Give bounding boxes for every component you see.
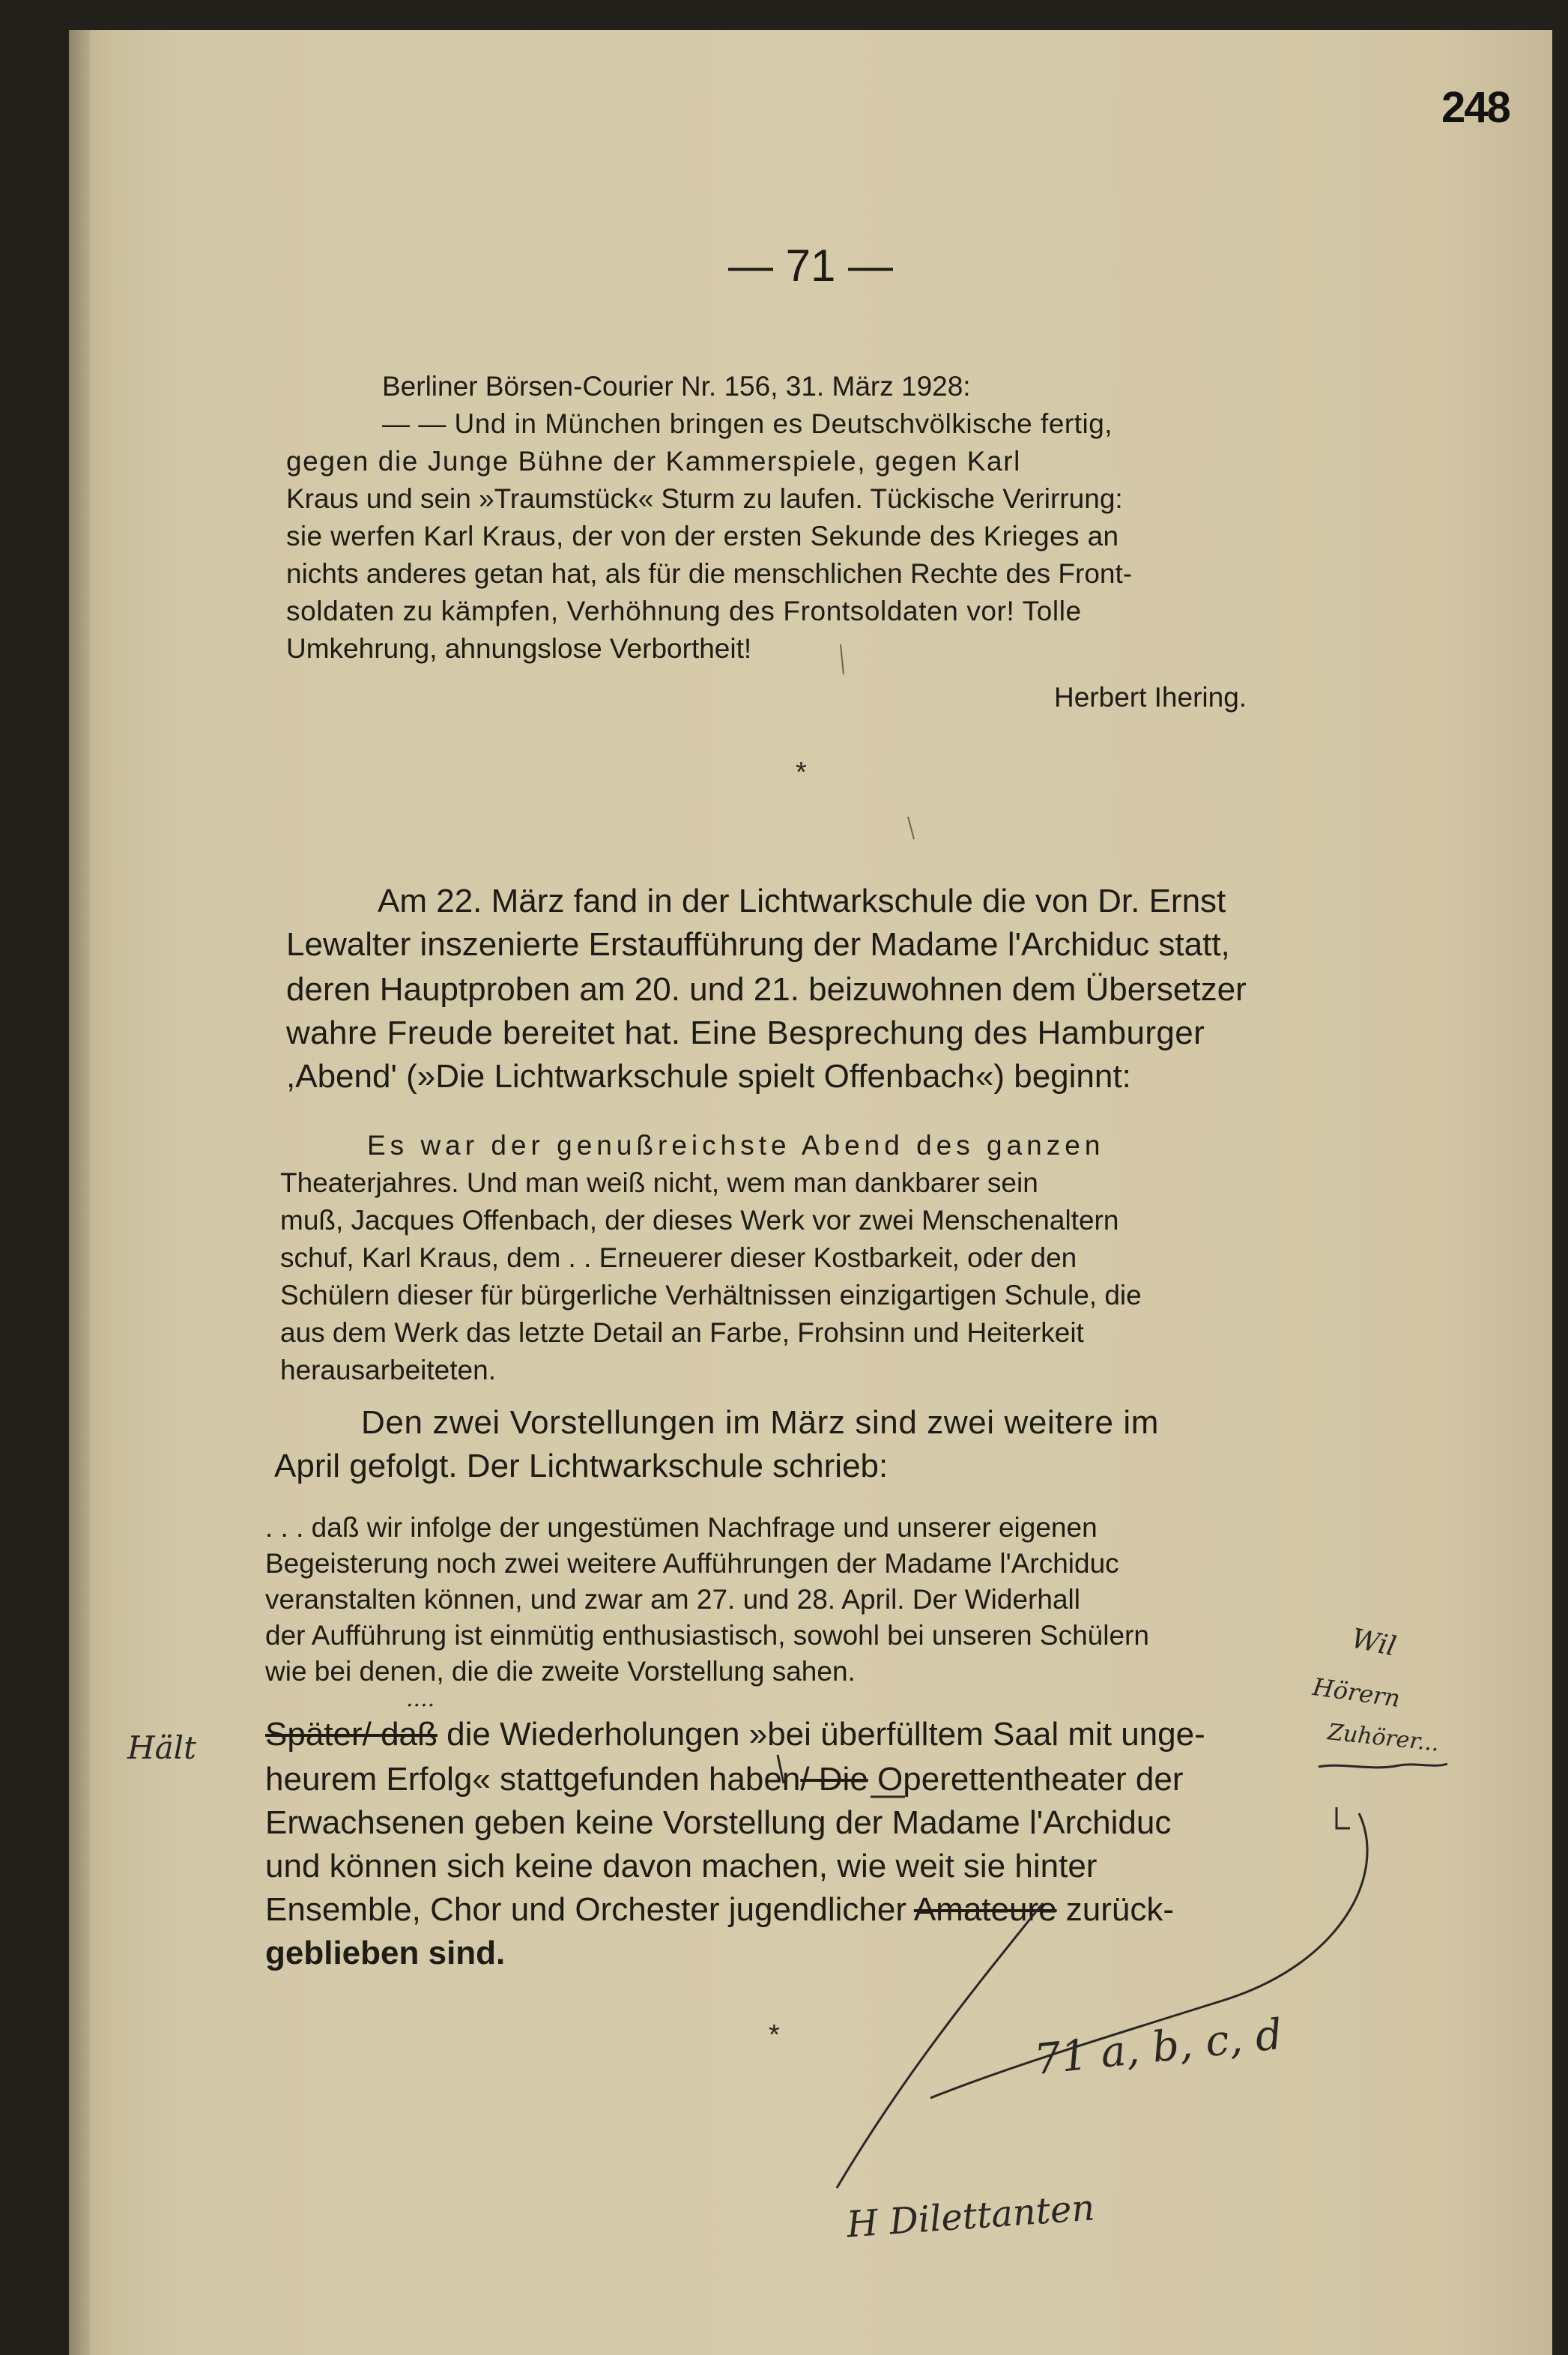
handwritten-margin-right: Hörern (1310, 1672, 1402, 1713)
handwritten-margin-right: Wil (1348, 1623, 1399, 1663)
archive-stamp-number: 248 (1441, 83, 1510, 132)
struck-text: / Die (800, 1761, 868, 1798)
quote-line: Schülern dieser für bürgerliche Verhältnissen einzigartigen Schule, die (280, 1280, 1142, 1310)
handwritten-insertion-dots: .... (406, 1686, 435, 1712)
text-run: Operettentheater der (868, 1761, 1184, 1798)
handwritten-page-reference: 71 a, b, c, d (1032, 2010, 1285, 2085)
section-separator: * (796, 757, 807, 788)
paragraph-line: Den zwei Vorstellungen im März sind zwei weitere im (361, 1404, 1159, 1441)
struck-text: Später/ daß (265, 1716, 438, 1753)
paragraph-line: Am 22. März fand in der Lichtwarkschule die von Dr. Ernst (378, 883, 1226, 919)
pencil-mark (841, 644, 844, 674)
paragraph-line: April gefolgt. Der Lichtwarkschule schrieb: (274, 1448, 889, 1484)
paragraph-line: Lewalter inszenierte Erstaufführung der Madame l'Archiduc statt, (286, 926, 1230, 963)
quote-line: — — Und in München bringen es Deutschvölkische fertig, (382, 408, 1113, 439)
paragraph-line: Erwachsenen geben keine Vorstellung der Madame l'Archiduc (265, 1804, 1172, 1841)
annotation-arrow-line (837, 1903, 1043, 2188)
section-separator: * (769, 2019, 780, 2051)
text-run: die Wiederholungen »bei überfülltem Saal mit unge- (437, 1716, 1205, 1753)
paragraph-line: wahre Freude bereitet hat. Eine Besprechung des Hamburger (286, 1015, 1205, 1051)
quote-author: Herbert Ihering. (1054, 682, 1247, 713)
quote-source-line: Berliner Börsen-Courier Nr. 156, 31. März 1928: (382, 371, 971, 402)
scribble-mark (1319, 1764, 1447, 1768)
handwritten-bottom-note: H Dilettanten (845, 2186, 1096, 2246)
quote-line: Begeisterung noch zwei weitere Aufführungen der Madame l'Archiduc (265, 1548, 1119, 1579)
paragraph-line: ,Abend' (»Die Lichtwarkschule spielt Offenbach«) beginnt: (286, 1058, 1131, 1095)
quote-line: herausarbeiteten. (280, 1355, 496, 1385)
handwritten-margin-right: Zuhörer... (1326, 1719, 1441, 1757)
text-run: Ensemble, Chor und Orchester jugendlicher (265, 1891, 914, 1928)
quote-line: Kraus und sein »Traumstück« Sturm zu laufen. Tückische Verirrung: (286, 483, 1123, 514)
struck-text: Amateure (913, 1891, 1057, 1928)
text-run: heurem Erfolg« stattgefunden h (265, 1761, 727, 1798)
quote-line: Es war der genußreichste Abend des ganzen (367, 1130, 1105, 1161)
quote-line: schuf, Karl Kraus, dem . . Erneuerer dieser Kostbarkeit, oder den (280, 1242, 1077, 1273)
quote-line: Theaterjahres. Und man weiß nicht, wem man dankbarer sein (280, 1167, 1038, 1198)
paragraph-line: und können sich keine davon machen, wie weit sie hinter (265, 1848, 1098, 1884)
pencil-mark (908, 817, 914, 839)
handwritten-margin-left: Hält (127, 1729, 196, 1766)
insertion-mark (778, 1755, 784, 1783)
document-page (69, 30, 1552, 2355)
page-number: — 71 — (727, 241, 894, 291)
quote-line: sie werfen Karl Kraus, der von der ersten Sekunde des Krieges an (286, 521, 1119, 551)
annotation-arrow-line (930, 1813, 1367, 2098)
paragraph-line: geblieben sind. (265, 1935, 506, 1971)
quote-line: aus dem Werk das letzte Detail an Farbe, Frohsinn und Heiterkeit (280, 1317, 1084, 1348)
quote-line: soldaten zu kämpfen, Verhöhnung des Frontsoldaten vor! Tolle (286, 596, 1082, 626)
quote-line: wie bei denen, die die zweite Vorstellung sahen. (265, 1656, 856, 1687)
quote-line: gegen die Junge Bühne der Kammerspiele, gegen Karl (286, 446, 1021, 477)
text-run: zurück- (1056, 1891, 1175, 1928)
paragraph-line: deren Hauptproben am 20. und 21. beizuwohnen dem Übersetzer (286, 971, 1247, 1008)
quote-line: veranstalten können, und zwar am 27. und 28. April. Der Widerhall (265, 1584, 1080, 1615)
quote-line: . . . daß wir infolge der ungestümen Nachfrage und unserer eigenen (265, 1512, 1098, 1543)
text-run: aben (727, 1761, 801, 1798)
handwritten-strokes (69, 30, 1552, 2355)
quote-line: muß, Jacques Offenbach, der dieses Werk vor zwei Menschenaltern (280, 1205, 1119, 1236)
quote-line: der Aufführung ist einmütig enthusiastisch, sowohl bei unseren Schülern (265, 1620, 1149, 1651)
quote-line: nichts anderes getan hat, als für die menschlichen Rechte des Front- (286, 558, 1133, 589)
quote-line: Umkehrung, ahnungslose Verbortheit! (286, 633, 752, 664)
correction-bracket (1337, 1807, 1350, 1828)
